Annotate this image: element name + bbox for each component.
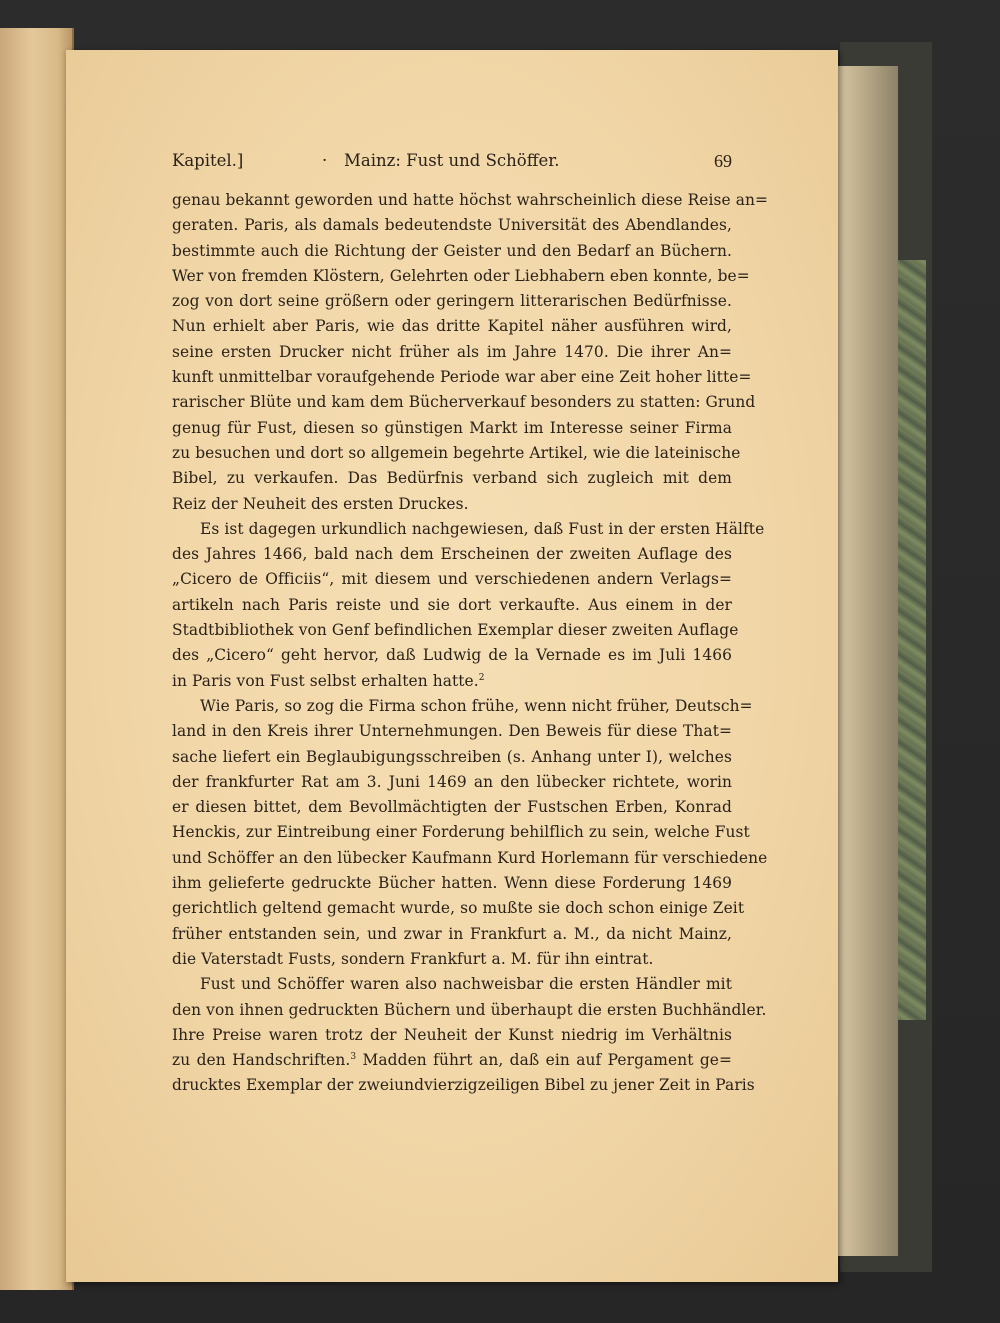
- text-line: des „Cicero“ geht hervor, daß Ludwig de la Vernade es im Juli 1466: [172, 646, 732, 665]
- text-line: und Schöffer an den lübecker Kaufmann Kurd Horlemann für verschiedene: [172, 848, 768, 867]
- page-number: 69: [714, 151, 732, 171]
- text-line: ihm gelieferte gedruckte Bücher hatten. Wenn diese Forderung 1469: [172, 874, 732, 893]
- body-text: [172, 188, 768, 1099]
- text-line: zog von dort seine größern oder geringern litterarischen Bedürfnisse.: [172, 292, 732, 311]
- text-line: kunft unmittelbar voraufgehende Periode war aber eine Zeit hoher litte=: [172, 368, 752, 387]
- text-line: bestimmte auch die Richtung der Geister und den Bedarf an Büchern.: [172, 241, 732, 260]
- text-line: die Vaterstadt Fusts, sondern Frankfurt a. M. für ihn eintrat.: [172, 949, 654, 968]
- text-line-content: Madden führt an, daß ein auf Pergament ge=: [362, 1051, 733, 1070]
- previous-page-edge: [0, 28, 74, 1290]
- text-line: früher entstanden sein, und zwar in Frankfurt a. M., da nicht Mainz,: [172, 924, 732, 943]
- text-line: Wie Paris, so zog die Firma schon frühe, wenn nicht früher, Deutsch=: [200, 696, 753, 715]
- text-line: der frankfurter Rat am 3. Juni 1469 an den lübecker richtete, worin: [172, 772, 732, 791]
- header-separator: ·: [322, 151, 328, 170]
- text-line: „Cicero de Officiis“, mit diesem und verschiedenen andern Verlags=: [172, 570, 732, 589]
- text-line: des Jahres 1466, bald nach dem Erscheinen der zweiten Auflage des: [172, 545, 732, 564]
- text-line: Nun erhielt aber Paris, wie das dritte Kapitel näher ausführen wird,: [172, 317, 732, 336]
- text-line: geraten. Paris, als damals bedeutendste Universität des Abendlandes,: [172, 216, 732, 235]
- running-head: [172, 150, 732, 172]
- text-line: Bibel, zu verkaufen. Das Bedürfnis verband sich zugleich mit dem: [172, 469, 732, 488]
- footnote-ref: 3: [350, 1052, 357, 1063]
- text-line: [172, 1048, 732, 1073]
- text-line: seine ersten Drucker nicht früher als im Jahre 1470. Die ihrer An=: [172, 342, 732, 361]
- text-line: Es ist dagegen urkundlich nachgewiesen, daß Fust in der ersten Hälfte: [200, 519, 765, 538]
- text-line: er diesen bittet, dem Bevollmächtigten der Fustschen Erben, Konrad: [172, 798, 732, 817]
- text-line: zu besuchen und dort so allgemein begehrte Artikel, wie die lateinische: [172, 443, 741, 462]
- text-line: genug für Fust, diesen so günstigen Markt im Interesse seiner Firma: [172, 418, 732, 437]
- marbled-edge: [898, 260, 926, 1020]
- text-line: Fust und Schöffer waren also nachweisbar die ersten Händler mit: [200, 975, 732, 994]
- footnote-ref: 2: [478, 672, 485, 683]
- text-line-content: zu den Handschriften.: [172, 1051, 351, 1070]
- text-line: [172, 669, 732, 694]
- text-line: Ihre Preise waren trotz der Neuheit der Kunst niedrig im Verhältnis: [172, 1025, 732, 1044]
- text-line: genau bekannt geworden und hatte höchst wahrscheinlich diese Reise an=: [172, 191, 768, 209]
- text-line: gerichtlich geltend gemacht wurde, so mußte sie doch schon einige Zeit: [172, 899, 745, 918]
- book-page: [66, 50, 838, 1282]
- text-line: drucktes Exemplar der zweiundvierzigzeiligen Bibel zu jener Zeit in Paris: [172, 1076, 755, 1095]
- page-stack-edge: [836, 66, 898, 1256]
- text-line: land in den Kreis ihrer Unternehmungen. Den Beweis für diese That=: [172, 722, 732, 741]
- text-line: artikeln nach Paris reiste und sie dort verkaufte. Aus einem in der: [172, 595, 732, 614]
- text-line: Wer von fremden Klöstern, Gelehrten oder Liebhabern eben konnte, be=: [172, 266, 750, 285]
- text-line: den von ihnen gedruckten Büchern und überhaupt die ersten Buchhändler.: [172, 1000, 767, 1019]
- text-line: Henckis, zur Eintreibung einer Forderung behilflich zu sein, welche Fust: [172, 823, 750, 842]
- running-title: Mainz: Fust und Schöffer.: [344, 151, 560, 170]
- chapter-label: Kapitel.]: [172, 151, 244, 170]
- text-line-content: in Paris von Fust selbst erhalten hatte.: [172, 671, 479, 690]
- text-line: Stadtbibliothek von Genf befindlichen Exemplar dieser zweiten Auflage: [172, 621, 739, 640]
- text-line: rarischer Blüte und kam dem Bücherverkauf besonders zu statten: Grund: [172, 393, 756, 412]
- text-line: Reiz der Neuheit des ersten Druckes.: [172, 494, 469, 513]
- text-line: sache liefert ein Beglaubigungsschreiben (s. Anhang unter I), welches: [172, 747, 732, 766]
